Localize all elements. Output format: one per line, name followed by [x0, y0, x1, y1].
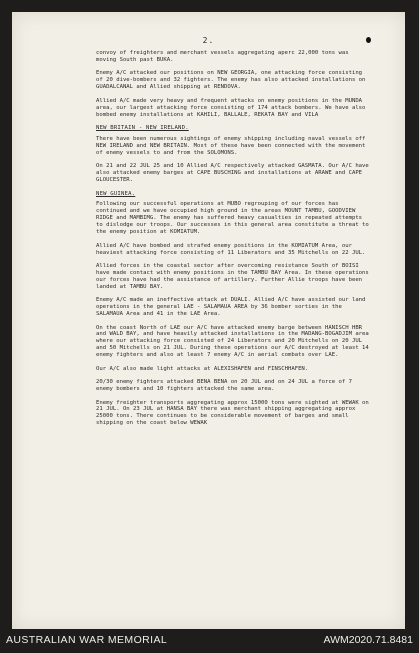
section-heading-new-britain: NEW BRITAIN - NEW IRELAND.	[96, 125, 189, 132]
punch-hole-icon	[366, 37, 371, 43]
paragraph: Following our successful operations at MUBO regrouping of our forces has continued and we have occupied high ground in the areas MOUNT TAMBU, GOODVIEW RIDGE and MAMBIMG. The enemy has suffered heavy casualties in repeated attempts to dislodge our troops. Our successes in this general area constitute a threat to the enemy position at KOMIATUM.	[96, 201, 369, 236]
paragraph: 20/30 enemy fighters attacked BENA BENA on 20 JUL and on 24 JUL a force of 7 enemy bombers and 10 fighters attacked the same area.	[96, 379, 352, 393]
section-heading-new-guinea: NEW GUINEA.	[96, 190, 136, 197]
footer-bar	[0, 629, 419, 653]
paragraph: convoy of freighters and merchant vessels aggregating aperc 22,000 tons was moving South past BUKA.	[96, 50, 349, 63]
paragraph: Allied A/C made very heavy and frequent attacks on enemy positions in the MUNDA area, our largest attacking force consisting of 174 attack bombers. We have also bombed enemy installations at KAHILI, BALLALE, REKATA BAY and VILA	[96, 97, 366, 118]
paragraph: Allied A/C have bombed and strafed enemy positions in the KOMIATUM Area, our heaviest attacking force consisting of 11 Liberators and 35 Mitchells on 22 JUL.	[96, 242, 366, 256]
footer-source: AUSTRALIAN WAR MEMORIAL	[6, 634, 168, 646]
paragraph: On 21 and 22 JUL 25 and 10 Allied A/C respectively attacked GASMATA. Our A/C have also attacked enemy barges at CAPE BUSCHING and installations at ARAWE and CAPE GLOUCESTER.	[96, 163, 369, 184]
paragraph: Our A/C also made light attacks at ALEXISHAFEN and FINSCHHAFEN.	[96, 365, 309, 372]
document-body	[96, 50, 372, 434]
document-page	[12, 12, 405, 629]
paragraph: There have been numerous sightings of enemy shipping including naval vessels off NEW IRELAND and NEW BRITAIN. Most of these have been connected with the movement of enemy vessels to and from the SOLOMONS.	[96, 135, 366, 156]
paragraph: Enemy A/C attacked our positions on NEW GEORGIA, one attacking force consisting of 20 dive-bombers and 32 fighters. The enemy has also attacked installations on GUADALCANAL and Allied shipping at RENDOVA.	[96, 70, 366, 91]
paragraph: Allied forces in the coastal sector after overcoming resistance South of BOISI have made contact with enemy positions in the TAMBU BAY Area. In these operations our forces have had the assistance of artillery. Further Allie troops have been landed at TAMBU BAY.	[96, 263, 369, 290]
page-number: 2.	[202, 36, 215, 45]
paragraph: Enemy A/C made an ineffective attack at DUALI. Allied A/C have assisted our land operations in the general LAE - SALAMAUA AREA by 36 bomber sorties in the SALAMAUA Area and 41 in the LAE Area.	[96, 297, 366, 318]
paragraph: On the coast North of LAE our A/C have attacked enemy barge between HANISCH HBR and WALD BAY, and have heavily attacked installations in the MADANG-BOGADJIM area where our attacking force consisted of 24 Liberators and 20 Mitchells on 20 JUL and 50 Mitchells on 21 JUL. During these operations our A/C destroyed at least 14 enemy fighters and also at least 7 enemy A/C in aerial combats over LAE.	[96, 324, 369, 359]
paragraph: Enemy freighter transports aggregating approx 15000 tons were sighted at WEWAK on 21 JUL. On 23 JUL at HANSA BAY there was merchant shipping aggregating approx 25000 tons. There continues to be considerable movement of barges and small shipping on the coast below WEWAK	[96, 399, 369, 427]
footer-id: AWM2020.71.8481	[323, 634, 413, 646]
